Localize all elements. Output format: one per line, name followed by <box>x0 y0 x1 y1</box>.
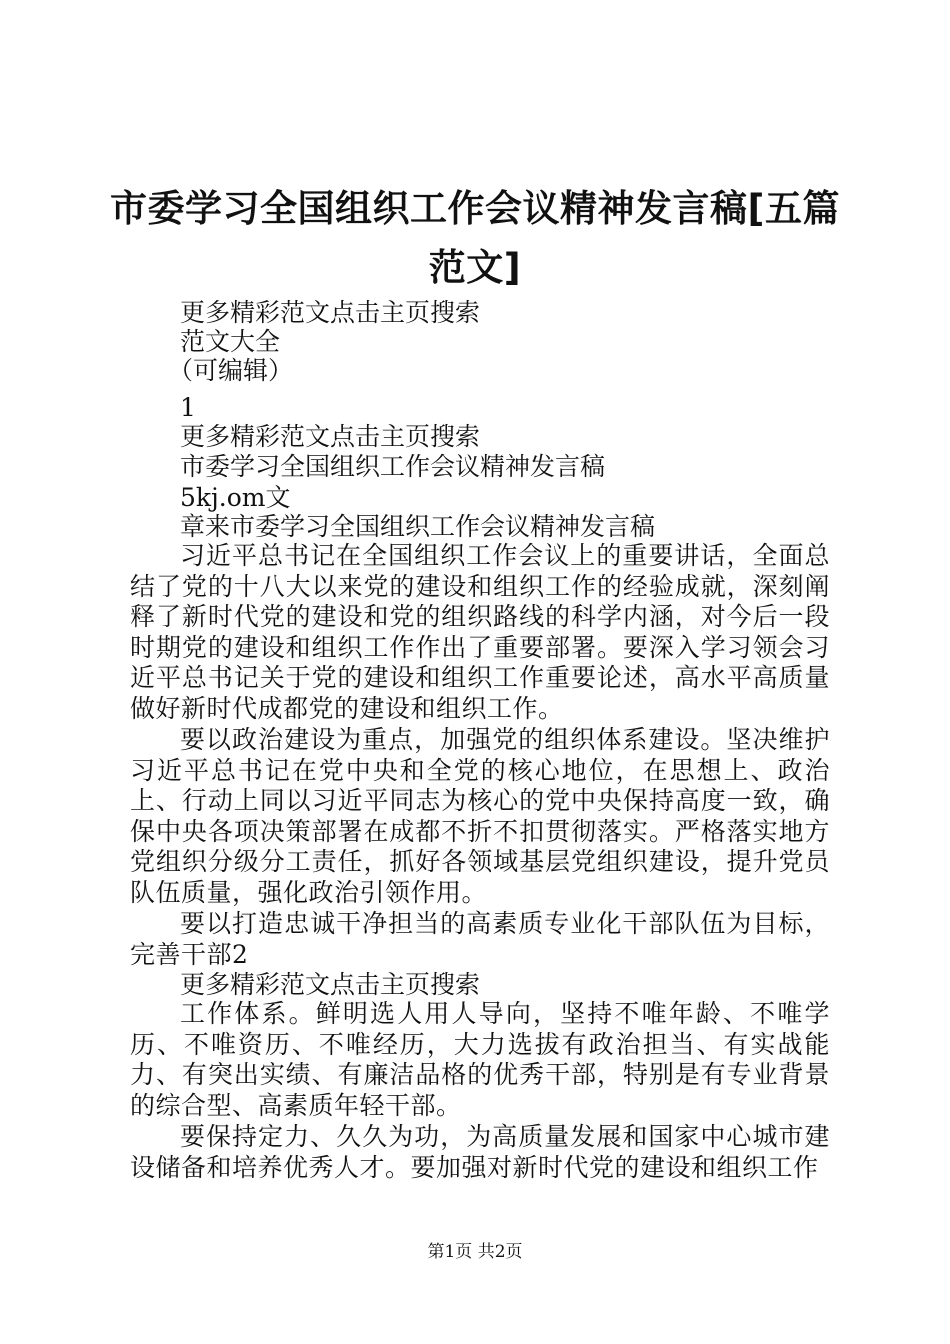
mid-line-more-link: 更多精彩范文点击主页搜索 <box>180 970 481 999</box>
header-line-collection: 范文大全 <box>180 327 281 356</box>
header-line-source: 5kj.om文 <box>180 483 291 512</box>
header-line-subtitle: 市委学习全国组织工作会议精神发言稿 <box>180 452 606 481</box>
page-footer: 第1页 共2页 <box>427 1242 523 1262</box>
body-paragraph-4: 工作体系。鲜明选人用人导向，坚持不唯年龄、不唯学历、不唯资历、不唯经历，大力选拔有政治担当、有实战能力、有突出实绩、有廉洁品格的优秀干部，特别是有专业背景的综合型、高素质年轻干部。 <box>130 999 830 1120</box>
document-title-line-2: 范文] <box>428 246 522 289</box>
body-paragraph-2: 要以政治建设为重点，加强党的组织体系建设。坚决维护习近平总书记在党中央和全党的核心地位，在思想上、政治上、行动上同以习近平同志为核心的党中央保持高度一致，确保中央各项决策部署在成都不折不扣贯彻落实。严格落实地方党组织分级分工责任，抓好各领域基层党组织建设，提升党员队伍质量，强化政治引领作用。 <box>130 725 830 907</box>
header-line-page-number: 1 <box>180 393 196 422</box>
header-line-more-link-2: 更多精彩范文点击主页搜索 <box>180 422 481 451</box>
header-line-more-link: 更多精彩范文点击主页搜索 <box>180 298 481 327</box>
body-paragraph-5: 要保持定力、久久为功，为高质量发展和国家中心城市建设储备和培养优秀人才。要加强对新时代党的建设和组织工作 <box>130 1122 830 1182</box>
header-line-article-intro: 章来市委学习全国组织工作会议精神发言稿 <box>180 512 656 541</box>
header-line-editable: （可编辑） <box>168 356 294 385</box>
document-title-line-1: 市委学习全国组织工作会议精神发言稿[五篇 <box>110 187 840 230</box>
body-paragraph-1: 习近平总书记在全国组织工作会议上的重要讲话，全面总结了党的十八大以来党的建设和组织工作的经验成就，深刻阐释了新时代党的建设和党的组织路线的科学内涵，对今后一段时期党的建设和组织工作作出了重要部署。要深入学习领会习近平总书记关于党的建设和组织工作重要论述，高水平高质量做好新时代成都党的建设和组织工作。 <box>130 541 830 723</box>
body-paragraph-3: 要以打造忠诚干净担当的高素质专业化干部队伍为目标，完善干部2 <box>130 909 830 969</box>
